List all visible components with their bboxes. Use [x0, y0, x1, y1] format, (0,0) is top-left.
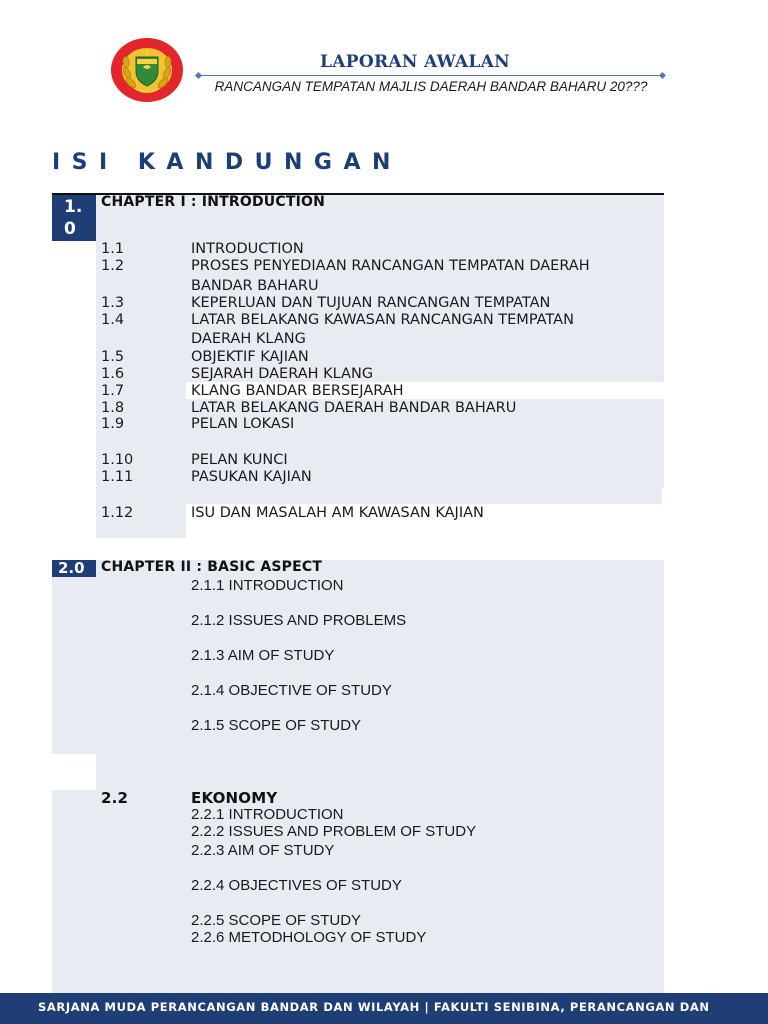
toc-subentry[interactable]: 2.2.2 ISSUES AND PROBLEM OF STUDY	[191, 823, 477, 840]
toc-entry-number: 1.10	[101, 452, 134, 468]
toc-heading: ISI KANDUNGAN	[52, 150, 402, 175]
toc-entry-label[interactable]: SEJARAH DAERAH KLANG	[191, 366, 374, 382]
toc-entry-number: 1.11	[101, 469, 134, 485]
section-2-2-number: 2.2	[101, 789, 129, 807]
footer-text: SARJANA MUDA PERANCANGAN BANDAR DAN WILAYAH | FAKULTI SENIBINA, PERANCANGAN DAN	[38, 1000, 710, 1014]
toc-subentry[interactable]: 2.2.6 METODHOLOGY OF STUDY	[191, 929, 427, 946]
chapter2-number-badge: 2.0	[52, 560, 96, 577]
page-footer	[0, 993, 768, 1024]
toc-entry-number: 1.9	[101, 416, 125, 432]
toc-entry-label[interactable]: INTRODUCTION	[191, 241, 304, 257]
toc-entry-label[interactable]: PELAN KUNCI	[191, 452, 288, 468]
toc-entry-number: 1.12	[101, 505, 134, 521]
chapter1-number-badge: 1. 0	[52, 195, 96, 241]
toc-entry-number: 1.5	[101, 349, 125, 365]
toc-entry-label[interactable]: KLANG BANDAR BERSEJARAH	[191, 383, 404, 399]
toc-entry-label-continued[interactable]: BANDAR BAHARU	[191, 278, 319, 294]
toc-subentry[interactable]: 2.1.5 SCOPE OF STUDY	[191, 717, 362, 734]
toc-entry-label[interactable]: LATAR BELAKANG DAERAH BANDAR BAHARU	[191, 400, 517, 416]
toc-entry-label-continued[interactable]: DAERAH KLANG	[191, 331, 306, 347]
header-divider	[200, 75, 662, 76]
toc-entry-label[interactable]: ISU DAN MASALAH AM KAWASAN KAJIAN	[191, 505, 484, 521]
state-crest-icon	[110, 37, 184, 103]
toc-entry-number: 1.7	[101, 383, 125, 399]
toc-subentry[interactable]: 2.1.3 AIM OF STUDY	[191, 647, 335, 664]
report-subtitle: RANCANGAN TEMPATAN MAJLIS DAERAH BANDAR BAHARU 20???	[214, 79, 648, 94]
chapter2-title: CHAPTER II : BASIC ASPECT	[101, 559, 323, 575]
divider-diamond-right	[659, 72, 666, 79]
toc-subentry[interactable]: 2.2.3 AIM OF STUDY	[191, 842, 335, 859]
toc-entry-label[interactable]: OBJEKTIF KAJIAN	[191, 349, 309, 365]
toc-entry-number: 1.1	[101, 241, 125, 257]
toc-entry-label[interactable]: KEPERLUAN DAN TUJUAN RANCANGAN TEMPATAN	[191, 295, 551, 311]
toc-subentry[interactable]: 2.2.1 INTRODUCTION	[191, 806, 344, 823]
toc-subentry[interactable]: 2.1.2 ISSUES AND PROBLEMS	[191, 612, 407, 629]
chapter2-panel-mid	[96, 754, 664, 790]
chapter1-panel	[96, 195, 664, 382]
section-2-2-title: EKONOMY	[191, 789, 278, 807]
toc-entry-number: 1.2	[101, 258, 125, 274]
toc-entry-number: 1.8	[101, 400, 125, 416]
toc-subentry[interactable]: 2.1.4 OBJECTIVE OF STUDY	[191, 682, 392, 699]
toc-subentry[interactable]: 2.1.1 INTRODUCTION	[191, 577, 344, 594]
toc-entry-number: 1.3	[101, 295, 125, 311]
chapter1-panel-tail	[96, 488, 662, 504]
toc-entry-label[interactable]: PROSES PENYEDIAAN RANCANGAN TEMPATAN DAERAH	[191, 258, 590, 274]
report-title: LAPORAN AWALAN	[320, 52, 510, 72]
toc-entry-number: 1.6	[101, 366, 125, 382]
toc-subentry[interactable]: 2.2.4 OBJECTIVES OF STUDY	[191, 877, 402, 894]
chapter1-title: CHAPTER I : INTRODUCTION	[101, 194, 326, 210]
toc-entry-number: 1.4	[101, 312, 125, 328]
toc-entry-label[interactable]: LATAR BELAKANG KAWASAN RANCANGAN TEMPATAN	[191, 312, 574, 328]
divider-diamond-left	[195, 72, 202, 79]
toc-entry-label[interactable]: PASUKAN KAJIAN	[191, 469, 312, 485]
toc-entry-label[interactable]: PELAN LOKASI	[191, 416, 295, 432]
toc-subentry[interactable]: 2.2.5 SCOPE OF STUDY	[191, 912, 362, 929]
